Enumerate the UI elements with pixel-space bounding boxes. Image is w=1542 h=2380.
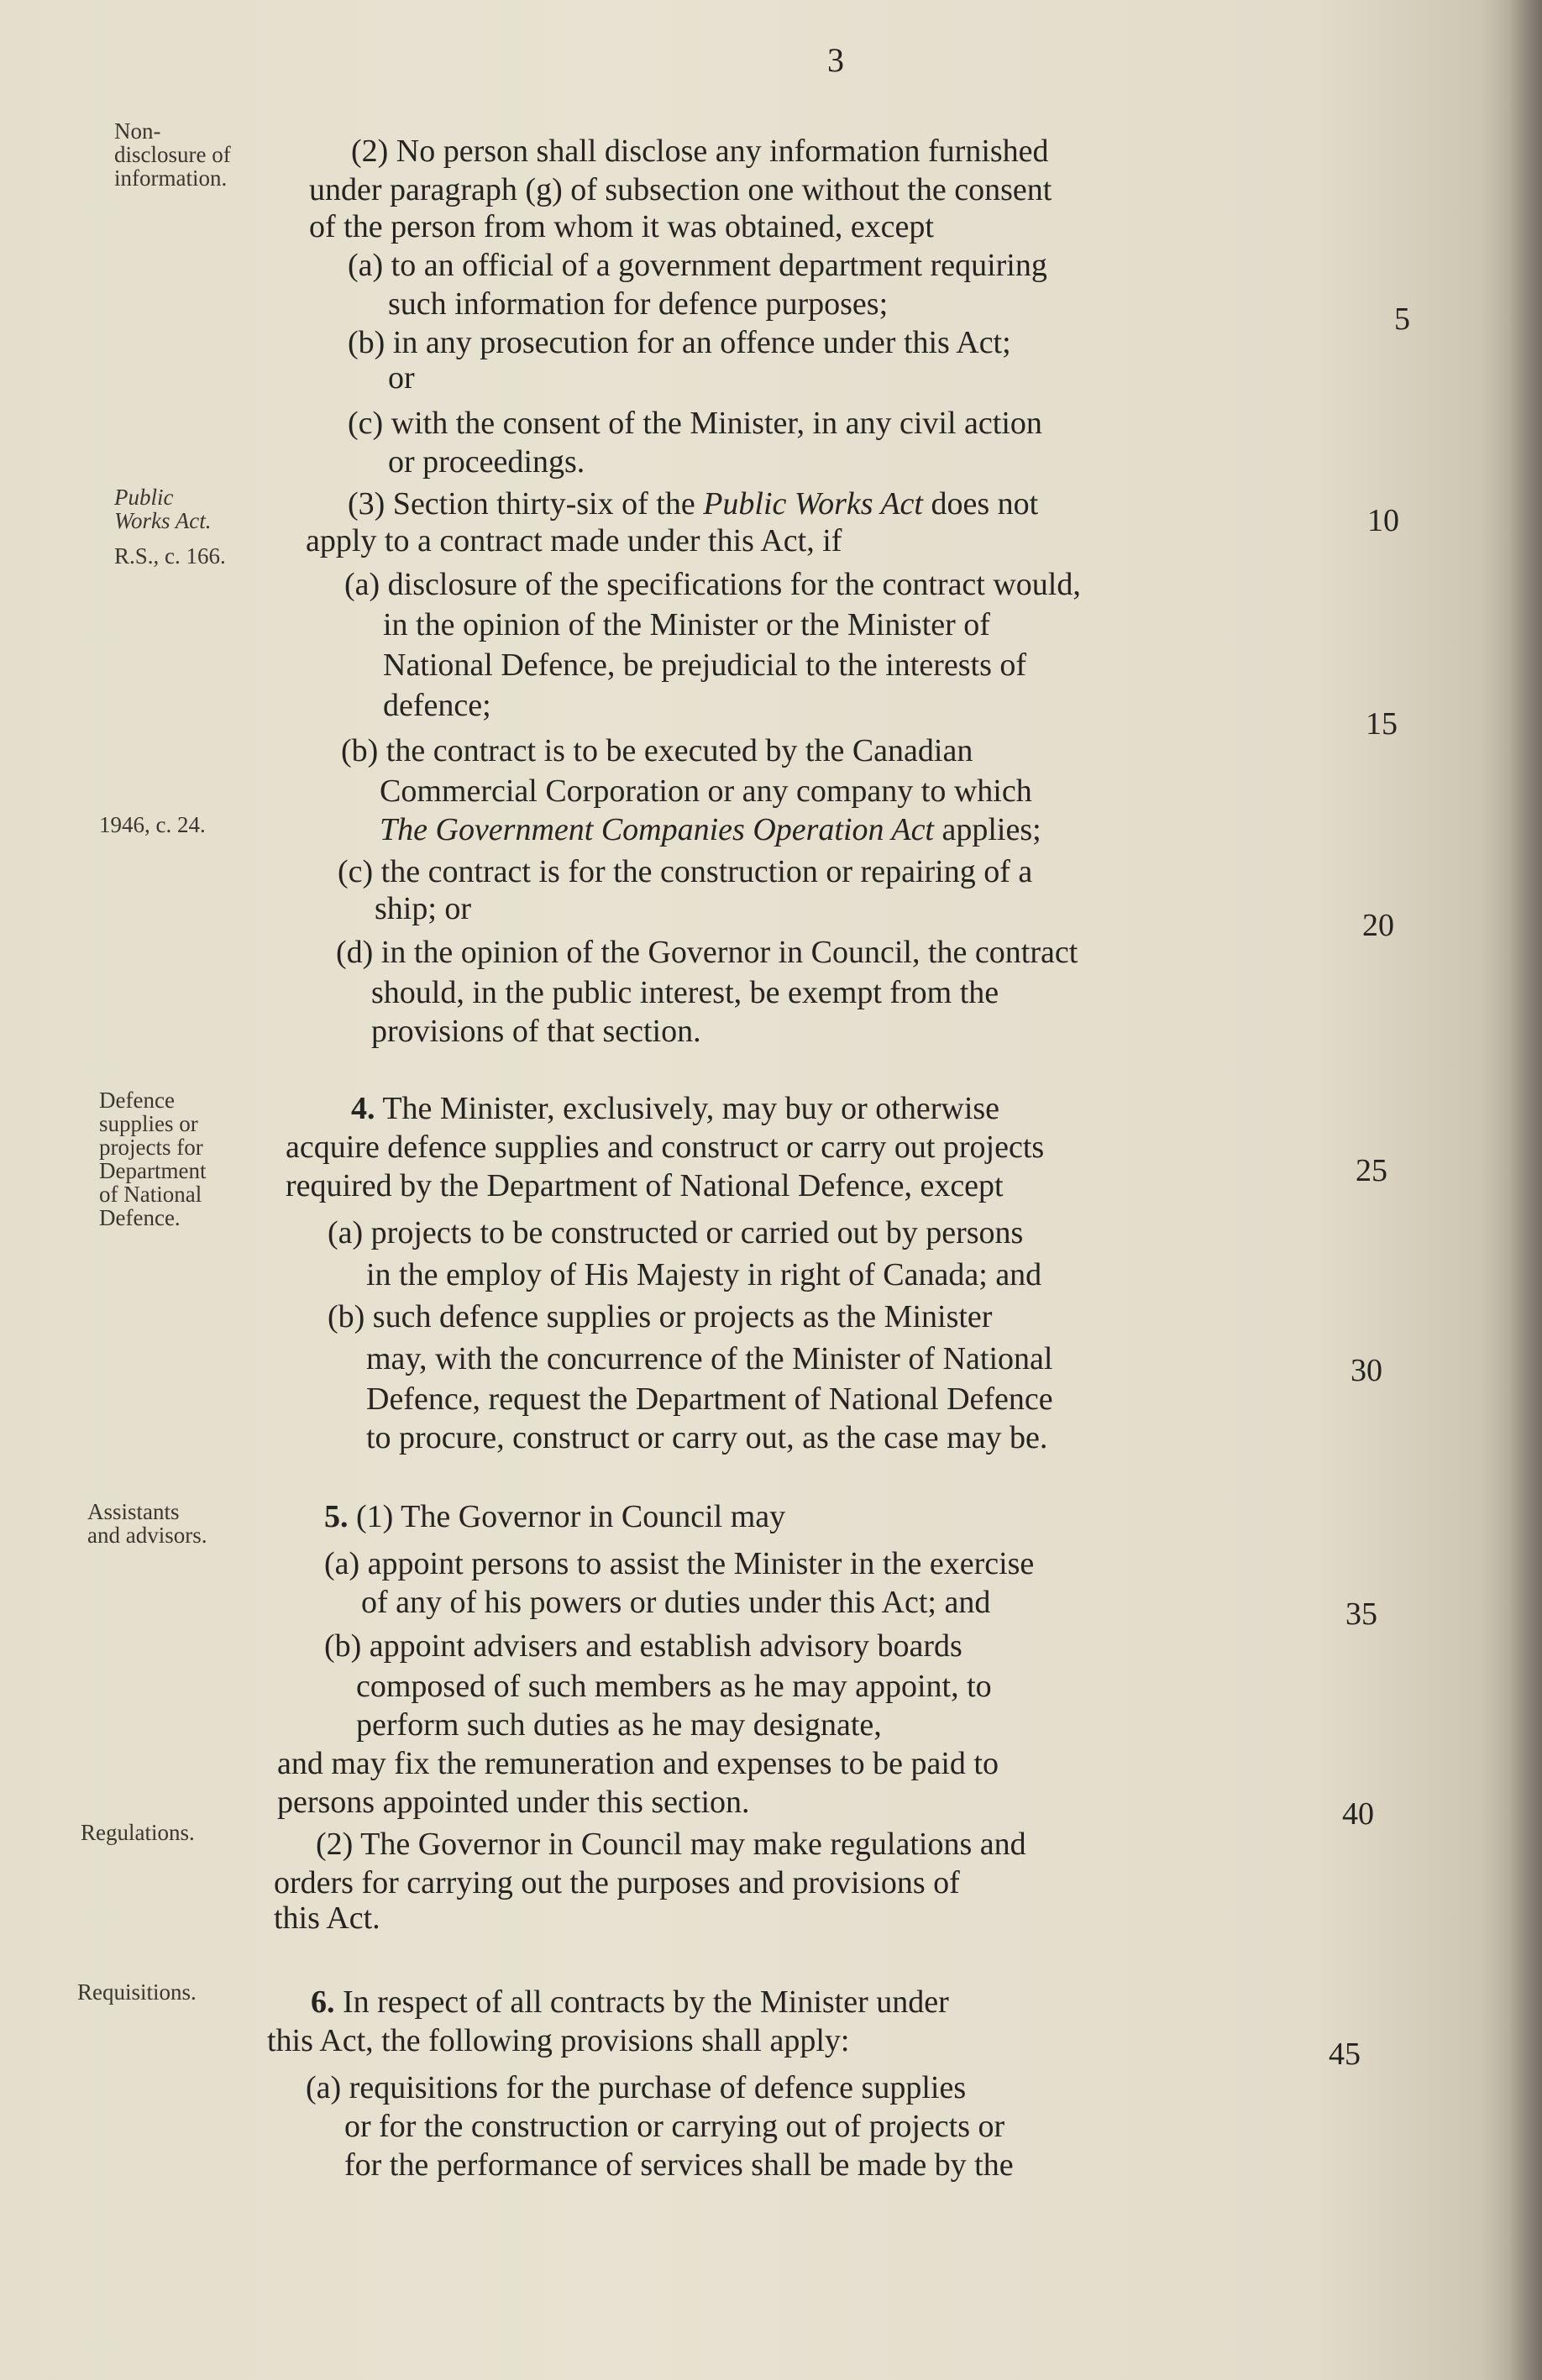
text-line: Commercial Corporation or any company to which	[380, 773, 1032, 809]
text-line: apply to a contract made under this Act, if	[306, 523, 842, 558]
margin-note-line: and advisors.	[87, 1523, 207, 1548]
page-number: 3	[827, 41, 844, 79]
text-line: to procure, construct or carry out, as the case may be.	[366, 1420, 1048, 1455]
margin-note-line: Non-	[114, 118, 161, 144]
text-line: (c) the contract is for the construction or repairing of a	[338, 854, 1033, 889]
margin-note-1946: 1946, c. 24.	[99, 812, 206, 837]
text-line: (2) The Governor in Council may make regulations and	[316, 1827, 1026, 1862]
line-number: 35	[1345, 1596, 1377, 1632]
margin-note-requisitions: Requisitions.	[77, 1979, 197, 2005]
line-number: 45	[1329, 2037, 1361, 2072]
margin-note-line: supplies or	[99, 1111, 198, 1136]
text-line: (b) the contract is to be executed by the Canadian	[341, 733, 973, 768]
text-line: persons appointed under this section.	[277, 1785, 750, 1820]
section-number: 4.	[351, 1091, 375, 1126]
margin-note-nondisclosure	[114, 119, 231, 190]
text-line: composed of such members as he may appoint, to	[356, 1669, 992, 1704]
text-run: (1) The Governor in Council may	[348, 1499, 786, 1534]
line-number: 20	[1362, 908, 1394, 943]
margin-note-line: Department	[99, 1158, 207, 1183]
text-line: of the person from whom it was obtained, except	[309, 209, 934, 244]
line-number: 30	[1351, 1353, 1382, 1388]
line-number: 25	[1356, 1153, 1387, 1188]
text-line	[348, 485, 1038, 522]
margin-note-line: Defence.	[99, 1205, 181, 1230]
text-line: (c) with the consent of the Minister, in any civil action	[348, 406, 1042, 441]
page-edge-shadow	[1508, 0, 1542, 2380]
text-line: of any of his powers or duties under this Act; and	[361, 1585, 991, 1620]
line-number: 5	[1394, 301, 1410, 337]
text-line: in the employ of His Majesty in right of Canada; and	[366, 1257, 1042, 1292]
text-line: under paragraph (g) of subsection one without the consent	[309, 172, 1052, 207]
line-number: 10	[1367, 503, 1399, 538]
text-line	[380, 811, 1041, 848]
text-line: (a) disclosure of the specifications for the contract would,	[344, 567, 1081, 602]
line-number: 40	[1342, 1796, 1374, 1832]
text-line: orders for carrying out the purposes and provisions of	[274, 1865, 960, 1900]
act-title: Public Works Act	[703, 486, 923, 522]
text-line	[351, 1090, 999, 1127]
margin-note-line: Works Act.	[114, 508, 212, 533]
text-run: does not	[922, 486, 1039, 522]
text-run: (3) Section thirty-six of the	[348, 486, 704, 522]
text-line: or for the construction or carrying out of projects or	[344, 2109, 1005, 2144]
text-run: The Minister, exclusively, may buy or otherwise	[375, 1091, 1000, 1126]
text-line: may, with the concurrence of the Minister of National	[366, 1341, 1053, 1376]
text-run: In respect of all contracts by the Minister under	[334, 1984, 949, 2020]
text-line: or proceedings.	[388, 444, 585, 480]
margin-note-rs: R.S., c. 166.	[114, 543, 226, 569]
text-line: (b) such defence supplies or projects as the Minister	[328, 1299, 993, 1334]
act-title: The Government Companies Operation Act	[380, 812, 934, 847]
line-number: 15	[1366, 706, 1398, 742]
margin-note-public-works	[114, 485, 212, 532]
text-line: defence;	[383, 688, 491, 723]
text-line: perform such duties as he may designate,	[356, 1707, 882, 1743]
text-line: for the performance of services shall be made by the	[344, 2147, 1014, 2183]
margin-note-defence	[99, 1088, 206, 1229]
text-line: (b) appoint advisers and establish advisory boards	[324, 1628, 962, 1664]
text-line: (a) requisitions for the purchase of defence supplies	[306, 2070, 967, 2105]
section-number: 5.	[324, 1499, 349, 1534]
text-line: Defence, request the Department of National Defence	[366, 1381, 1053, 1417]
text-line: required by the Department of National Defence, except	[286, 1168, 1004, 1203]
text-line: National Defence, be prejudicial to the interests of	[383, 647, 1027, 683]
text-line: ship; or	[375, 891, 472, 926]
margin-note-regulations: Regulations.	[81, 1820, 195, 1845]
margin-note-line: projects for	[99, 1135, 203, 1160]
text-line: (2) No person shall disclose any information furnished	[351, 134, 1049, 169]
text-line: and may fix the remuneration and expenses to be paid to	[277, 1746, 999, 1781]
margin-note-line: Public	[114, 485, 174, 510]
margin-note-line: Defence	[99, 1088, 175, 1113]
text-line: this Act.	[274, 1900, 380, 1936]
text-line: provisions of that section.	[371, 1014, 701, 1049]
text-line: such information for defence purposes;	[388, 286, 889, 322]
text-line: (b) in any prosecution for an offence under this Act;	[348, 325, 1011, 360]
text-line	[324, 1498, 785, 1535]
text-line	[311, 1984, 949, 2021]
text-line: in the opinion of the Minister or the Minister of	[383, 607, 990, 642]
text-line: (a) to an official of a government department requiring	[348, 248, 1047, 283]
section-number: 6.	[311, 1984, 335, 2020]
text-line: this Act, the following provisions shall apply:	[267, 2023, 850, 2058]
text-line: should, in the public interest, be exempt from the	[371, 975, 999, 1010]
text-line: (a) projects to be constructed or carried out by persons	[328, 1215, 1024, 1250]
margin-note-assistants	[87, 1500, 207, 1547]
text-run: applies;	[934, 812, 1041, 847]
text-line: acquire defence supplies and construct or carry out projects	[286, 1130, 1045, 1165]
text-line: or	[388, 360, 415, 396]
margin-note-line: disclosure of	[114, 142, 231, 167]
text-line: (d) in the opinion of the Governor in Council, the contract	[336, 935, 1078, 970]
margin-note-line: information.	[114, 165, 228, 191]
margin-note-line: of National	[99, 1182, 202, 1207]
margin-note-line: Assistants	[87, 1499, 180, 1524]
text-line: (a) appoint persons to assist the Minister in the exercise	[324, 1546, 1035, 1581]
